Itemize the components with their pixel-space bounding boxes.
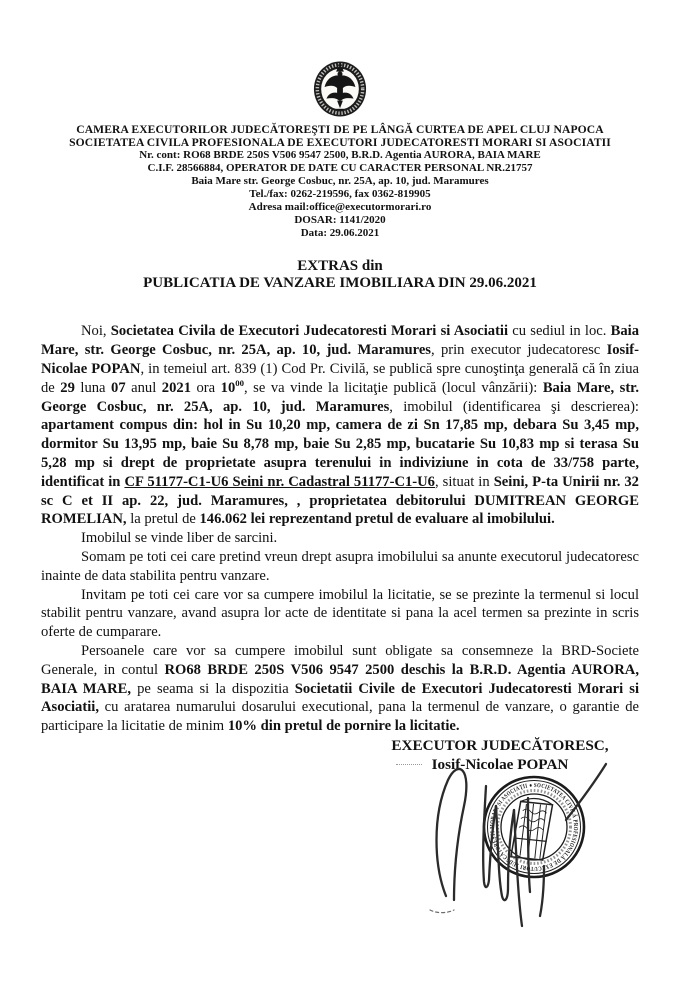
title-line-2: PUBLICATIA DE VANZARE IMOBILIARA DIN 29.06.2021	[143, 274, 537, 291]
document-title	[0, 258, 680, 291]
letterhead-line: SOCIETATEA CIVILA PROFESIONALA DE EXECUTORI JUDECATORESTI MORARI SI ASOCIATII	[69, 136, 611, 150]
stamp-ring-text: SOCIETATEA CIVILĂ PROFESIONALĂ DE EXECUTORI JUDECĂTOREŞTI MORARI SI ASOCIAŢII ●	[488, 781, 580, 873]
letterhead-line: Baia Mare str. George Cosbuc, nr. 25A, ap. 10, jud. Maramures	[191, 175, 489, 188]
letterhead-line: Data: 29.06.2021	[300, 227, 380, 240]
letterhead-line: Adresa mail:office@executormorari.ro	[248, 201, 432, 214]
paragraph: Imobilul se vinde liber de sarcini.	[81, 530, 278, 547]
paragraph: Invitam pe toti cei care vor sa cumpere imobilul la licitatie, se se prezinte la termenul si locul stabilit pentru vanzare, avand asupra lor acte de identitate si pana la acel termen sa prezinte in scris oferte de cumparare.	[41, 586, 639, 641]
letterhead-line: Tel./fax: 0262-219596, fax 0362-819905	[249, 188, 431, 201]
scan-artifact	[396, 764, 422, 765]
letterhead	[0, 0, 680, 240]
paragraph: Noi, Societatea Civila de Executori Judecatoresti Morari si Asociatii cu sediul in loc. Baia Mare, str. George Cosbuc, nr. 25A, ap. 10, jud. Maramures, prin executor judecatoresc Iosif-Nicolae POPAN, in temeiul art. 839 (1) Cod Pr. Civilă, se publică spre cunoştinţa generală că în ziua de 29 luna 07 anul 2021 ora $10^{00}$, se va vinde la licitaţie publică (locul vânzării): Baia Mare, str. George Cosbuc, nr. 25A, ap. 10, jud. Maramures, imobilul (identificarea şi descrierea): apartament compus din: hol in Su 10,20 mp, camera de zi Sn 17,85 mp, debara Su 3,45 mp, dormitor Su 13,95 mp, baie Su 8,78 mp, baie Su 2,85 mp, bucatarie Su 10,83 mp si terasa Su 5,28 mp si drept de proprietate asupra terenului in indiviziune in cota de 33/758 parte, identificat in CF 51177-C1-U6 Seini nr. Cadastral 51177-C1-U6, situat in Seini, P-ta Unirii nr. 32 sc C et II ap. 22, jud. Maramures, , proprietatea debitorului DUMITREAN GEORGE ROMELIAN, la pretul de 146.062 lei reprezentand pretul de evaluare al imobilului.	[41, 323, 639, 528]
paragraph: Persoanele care vor sa cumpere imobilul sunt obligate sa consemneze la BRD-Societe Generale, in contul RO68 BRDE 250S V506 9547 2500 deschis la B.R.D. Agentia AURORA, BAIA MARE, pe seama si la dispozitia Societatii Civile de Executori Judecatoresti Morari si Asociatii, cu aratarea numarului dosarului executional, pana la termenul de vanzare, o garantie de participare la licitatie de minim 10% din pretul de pornire la licitatie.	[41, 642, 640, 735]
letterhead-lines	[0, 123, 680, 240]
document-body	[41, 322, 639, 736]
paragraph: Somam pe toti cei care pretind vreun drept asupra imobilului sa anunte executorul judecatoresc inainte de data stabilita pentru vanzare.	[41, 548, 639, 584]
letterhead-line: DOSAR: 1141/2020	[294, 214, 386, 227]
signer-name: Iosif-Nicolae POPAN	[431, 756, 569, 773]
eagle-seal-icon	[0, 60, 680, 118]
title-line-1: EXTRAS din	[297, 258, 383, 275]
stamp-and-signature	[424, 758, 646, 936]
letterhead-line: CAMERA EXECUTORILOR JUDECĂTOREŞTI DE PE LÂNGĂ CURTEA DE APEL CLUJ NAPOCA	[76, 123, 604, 136]
letterhead-line: C.I.F. 28566884, OPERATOR DE DATE CU CARACTER PERSONAL NR.21757	[147, 162, 533, 175]
letterhead-line: Nr. cont: RO68 BRDE 250S V506 9547 2500, B.R.D. Agentia AURORA, BAIA MARE	[139, 149, 541, 162]
signer-role: EXECUTOR JUDECĂTORESC,	[391, 737, 609, 754]
